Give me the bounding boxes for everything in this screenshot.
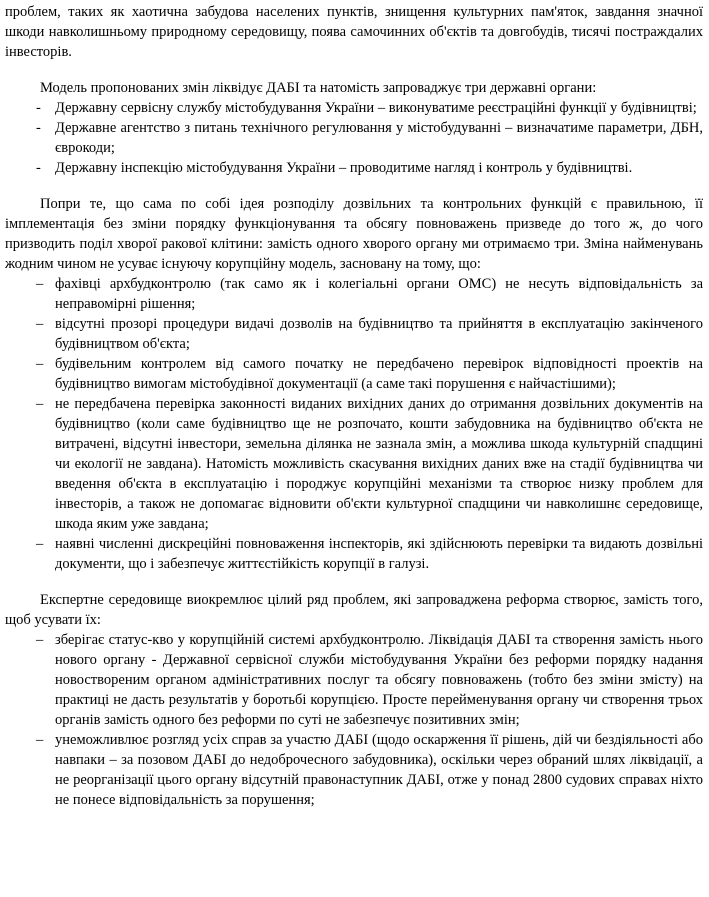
dash-marker: - xyxy=(36,120,41,136)
paragraph-expert-intro: Експертне середовище виокремлює цілий ряд проблем, які запроваджена реформа створює, замість того, щоб усувати їх: xyxy=(5,592,703,628)
dash-marker: – xyxy=(36,276,44,292)
list-corruption-model xyxy=(5,274,703,574)
list-item xyxy=(5,274,703,314)
dash-marker: - xyxy=(36,100,41,116)
list-item xyxy=(5,158,703,178)
list-item-text: зберігає статус-кво у корупційній системі архбудконтролю. Ліквідація ДАБІ та створення замість нього нового органу - Державної сервісної служби містобудування України без реформи порядку надання новоствореним органом адміністративних послуг та обсягу повноважень (тобто без зміни змісту) на практиці не дасть результатів у боротьбі корупцією. Просте перейменування органу чи створення трьох органів замість одного без реформи по суті не забезпечує позитивних змін; xyxy=(55,632,703,728)
dash-marker: - xyxy=(36,160,41,176)
list-item xyxy=(5,354,703,394)
list-item-text: фахівці архбудконтролю (так само як і колегіальні органи ОМС) не несуть відповідальність за неправомірні рішення; xyxy=(55,276,703,312)
paragraph-division-critique: Попри те, що сама по собі ідея розподілу дозвільних та контрольних функцій є правильною, її імплементація без зміни порядку функціонування та обсягу повноважень призведе до того ж, до чого призводить поділ хворої ракової клітини: замість одного хворого органу ми отримаємо три. Зміна найменувань жодним чином не усуває існуючу корупційну модель, засновану на тому, що: xyxy=(5,196,703,272)
list-item-text: унеможливлює розгляд усіх справ за участю ДАБІ (щодо оскарження її рішень, дій чи бездіяльності або навпаки – за позовом ДАБІ до недоброчесного забудовника), оскільки через обраний шлях ліквідації, а не реорганізації цього органу відсутній правонаступник ДАБІ, отже у понад 2800 судових справах ніхто не понесе відповідальність за порушення; xyxy=(55,732,703,808)
list-item xyxy=(5,730,703,810)
list-item xyxy=(5,314,703,354)
dash-marker: – xyxy=(36,396,44,412)
dash-marker: – xyxy=(36,536,44,552)
dash-marker: – xyxy=(36,632,44,648)
list-item-text: наявні численні дискреційні повноваження інспекторів, які здійснюють перевірки та видають дозвільні документи, що і забезпечує життєстійкість корупції в галузі. xyxy=(55,536,703,572)
list-item xyxy=(5,534,703,574)
dash-marker: – xyxy=(36,356,44,372)
list-item-text: Державне агентство з питань технічного регулювання у містобудуванні – визначатиме параметри, ДБН, єврокоди; xyxy=(55,120,703,156)
list-item-text: Державну інспекцію містобудування України – проводитиме нагляд і контроль у будівництві. xyxy=(55,160,633,176)
list-item-text: відсутні прозорі процедури видачі дозволів на будівництво та прийняття в експлуатацію закінченого будівництвом об'єкта; xyxy=(55,316,703,352)
list-item xyxy=(5,630,703,730)
list-item-text: Державну сервісну службу містобудування України – виконуватиме реєстраційні функції у будівництві; xyxy=(55,100,697,116)
dash-marker: – xyxy=(36,732,44,748)
paragraph-continuation: проблем, таких як хаотична забудова населених пунктів, знищення культурних пам'яток, завдання значної шкоди навколишньому природному середовищу, поява самочинних об'єктів та довгобудів, тисячі постраждалих інвесторів. xyxy=(5,4,703,60)
list-item xyxy=(5,98,703,118)
paragraph-model-intro: Модель пропонованих змін ліквідує ДАБІ та натомість запроваджує три державні органи: xyxy=(40,80,597,96)
list-item xyxy=(5,394,703,534)
list-item-text: не передбачена перевірка законності виданих вихідних даних до отримання дозвільних документів на будівництво (коли саме будівництво ще не розпочато, кошти забудовника на будівництво об'єкта не витрачені, відсутні інвестори, земельна ділянка не зазнала змін, а можлива шкода культурній спадщині чи екології не завдана). Натомість можливість скасування вихідних даних вже на стадії будівництва чи введення об'єкта в експлуатацію і породжує корупційні механізми та створює низку проблем для інвесторів, а також не допомагає відновити об'єкти культурної спадщини чи навколишнє середовище, шкода яким уже завдана; xyxy=(55,396,703,532)
dash-marker: – xyxy=(36,316,44,332)
list-new-organs xyxy=(5,98,703,178)
list-item-text: будівельним контролем від самого початку не передбачено перевірок відповідності проектів на будівництво вимогам містобудівної документації (а саме такі порушення є найчастішими); xyxy=(55,356,703,392)
list-item xyxy=(5,118,703,158)
list-reform-problems xyxy=(5,630,703,810)
